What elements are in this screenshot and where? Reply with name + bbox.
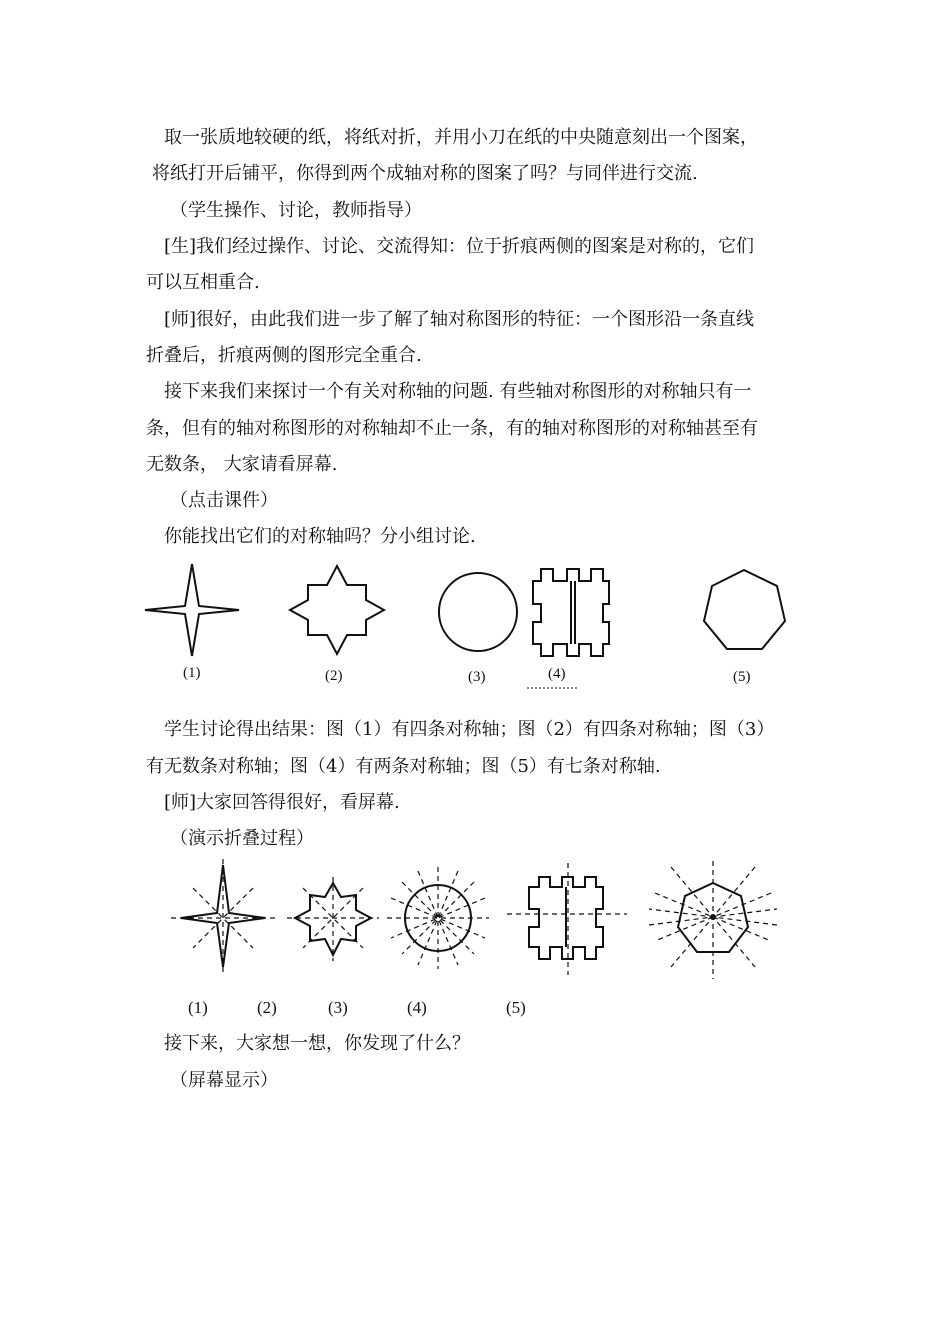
paragraph-line-6: [师]很好，由此我们进一步了解了轴对称图形的特征：一个图形沿一条直线 <box>164 309 755 330</box>
paragraph-line-17: 接下来，大家想一想，你发现了什么？ <box>164 1033 470 1054</box>
paragraph-line-1: 取一张质地较硬的纸，将纸对折，并用小刀在纸的中央随意刻出一个图案， <box>164 127 758 148</box>
paragraph-line-2: 将纸打开后铺平，你得到两个成轴对称的图案了吗？与同伴进行交流. <box>152 163 698 184</box>
paragraph-line-5: 可以互相重合. <box>146 272 260 293</box>
paragraph-line-8: 接下来我们来探讨一个有关对称轴的问题. 有些轴对称图形的对称轴只有一 <box>164 381 752 402</box>
paragraph-line-3: （学生操作、讨论，教师指导） <box>170 200 422 221</box>
paragraph-line-4: [生]我们经过操作、讨论、交流得知：位于折痕两侧的图案是对称的，它们 <box>164 236 755 257</box>
figure2-label-1: (1) <box>188 998 208 1017</box>
figure1-label-1: (1) <box>183 665 201 681</box>
figure1-label-5: (5) <box>733 669 751 685</box>
paragraph-line-13: 学生讨论得出结果：图（1）有四条对称轴；图（2）有四条对称轴；图（3） <box>164 719 775 740</box>
paragraph-line-11: （点击课件） <box>170 490 278 511</box>
figure2-label-5: (5) <box>506 998 526 1017</box>
paragraph-line-10: 无数条， 大家请看屏幕. <box>146 454 338 475</box>
paragraph-line-18: （屏幕显示） <box>170 1070 278 1091</box>
figure1-label-3: (3) <box>468 669 486 685</box>
symmetry-axes-figure <box>165 855 795 980</box>
eight-point-star-shape <box>290 566 384 654</box>
four-point-star-shape <box>145 564 239 656</box>
paragraph-line-7: 折叠后，折痕两侧的图形完全重合. <box>146 345 422 366</box>
figure1-label-4: (4) <box>548 666 566 682</box>
paragraph-line-15: [师]大家回答得很好，看屏幕. <box>164 792 400 813</box>
figure2-label-4: (4) <box>407 998 427 1017</box>
paragraph-line-16: （演示折叠过程） <box>170 828 314 849</box>
paragraph-line-12: 你能找出它们的对称轴吗？分小组讨论. <box>164 526 476 547</box>
paragraph-line-9: 条，但有的轴对称图形的对称轴却不止一条，有的轴对称图形的对称轴甚至有 <box>146 418 758 439</box>
heptagon-shape <box>704 570 785 649</box>
figure1-label-2: (2) <box>325 668 343 684</box>
figure2-label-3: (3) <box>328 998 348 1017</box>
paragraph-line-14: 有无数条对称轴；图（4）有两条对称轴；图（5）有七条对称轴. <box>146 756 661 777</box>
circle-shape <box>439 573 517 651</box>
figure2-label-2: (2) <box>257 998 277 1017</box>
